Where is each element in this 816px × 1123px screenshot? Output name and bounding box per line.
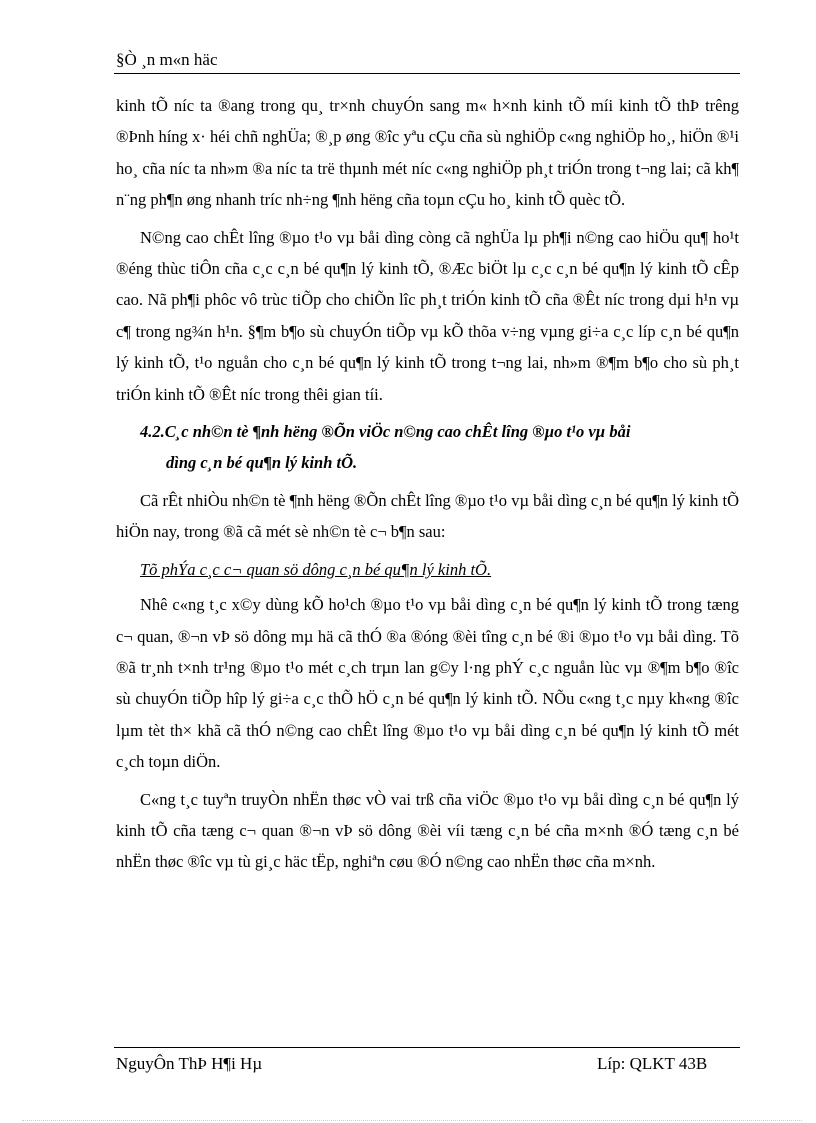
paragraph-2: N©ng cao chÊt lîng ®µo t¹o vµ båi dìng còng cã nghÜa lµ ph¶i n©ng cao hiÖu qu¶ ho¹t ®éng thùc tiÔn cña c¸c c¸n bé qu¶n lý kinh tÕ, ®Æc biÖt lµ c¸c c¸n bé qu¶n lý kinh tÕ cÊp cao. Nã ph¶i phôc vô trùc tiÕp cho chiÕn lîc ph¸t triÓn kinh tÕ cña ®Êt níc trong dµi h¹n vµ c¶ trong ng¾n h¹n. §¶m b¶o sù chuyÓn tiÕp vµ kÕ thõa v÷ng vµng gi÷a c¸c líp c¸n bé qu¶n lý kinh tÕ, t¹o nguån cho c¸n bé qu¶n lý kinh tÕ trong t¬ng lai, nh»m ®¶m b¶o cho sù ph¸t triÓn kinh tÕ ®Êt níc trong thêi gian tíi.: [116, 227, 739, 404]
page-bottom-edge: [22, 1120, 802, 1121]
paragraph-5: C«ng t¸c tuyªn truyÒn nhËn thøc vÒ vai trß cña viÖc ®µo t¹o vµ båi dìng c¸n bé qu¶n lý kinh tÕ cña tæng c¬ quan ®¬n vÞ sö dông ®èi víi tæng c¸n bé cña m×nh ®Ó tæng c¸n bé nhËn thøc ®îc vµ tù gi¸c häc tËp, nghiªn cøu ®Ó n©ng cao nhËn thøc cña m×nh.: [116, 789, 739, 872]
subheading: Tõ phÝa c¸c c¬ quan sö dông c¸n bé qu¶n lý kinh tÕ.: [140, 559, 492, 579]
section-heading: [116, 416, 739, 479]
paragraph-1: kinh tÕ níc ta ®ang trong qu¸ tr×nh chuyÓn sang m« h×nh kinh tÕ míi kinh tÕ thÞ trêng ®Þnh híng x· héi chñ nghÜa; ®¸p øng ®îc yªu cÇu cña sù nghiÖp c«ng nghiÖp ho¸, hiÖn ®¹i ho¸ cña níc ta nh»m ®a níc ta trë thµnh mét níc c«ng nghiÖp ph¸t triÓn trong t¬ng lai; cã kh¶ n¨ng ph¶n øng nhanh tríc nh÷ng ¶nh hëng cña toµn cÇu ho¸ kinh tÕ quèc tÕ.: [116, 96, 739, 210]
header-divider: [114, 73, 740, 74]
footer-author: NguyÔn ThÞ H¶i Hµ: [116, 1054, 263, 1073]
footer-class: Líp: QLKT 43B: [597, 1054, 708, 1073]
footer-divider: [114, 1047, 740, 1048]
paragraph-3: Cã rÊt nhiÒu nh©n tè ¶nh hëng ®Õn chÊt lîng ®µo t¹o vµ båi dìng c¸n bé qu¶n lý kinh tÕ hiÖn nay, trong ®ã cã mét sè nh©n tè c¬ b¶n sau:: [116, 490, 739, 542]
header-title: §Ò ¸n m«n häc: [116, 50, 218, 69]
section-heading-line-1: 4.2.C¸c nh©n tè ¶nh hëng ®Õn viÖc n©ng cao chÊt lîng ®µo t¹o vµ båi: [140, 422, 631, 442]
paragraph-4: Nhê c«ng t¸c x©y dùng kÕ ho¹ch ®µo t¹o vµ båi dìng c¸n bé qu¶n lý kinh tÕ trong tæng c¬ quan, ®¬n vÞ sö dông mµ hä cã thÓ ®a ®óng ®èi tîng c¸n bé ®i ®µo t¹o vµ båi dìng. Tõ ®ã tr¸nh t×nh tr¹ng ®µo t¹o mét c¸ch trµn lan g©y l·ng phÝ c¸c nguån lùc vµ ®¶m b¶o ®îc sù chuyÓn tiÕp hîp lý gi÷a c¸c thÕ hÖ c¸n bé qu¶n lý kinh tÕ. NÕu c«ng t¸c nµy kh«ng ®îc lµm tèt th× khã cã thÓ n©ng cao chÊt lîng ®µo t¹o vµ båi dìng c¸n bé qu¶n lý kinh tÕ mét c¸ch toµn diÖn.: [116, 595, 739, 772]
body-content: [116, 90, 739, 884]
section-heading-line-2: dìng c¸n bé qu¶n lý kinh tÕ.: [166, 453, 358, 473]
